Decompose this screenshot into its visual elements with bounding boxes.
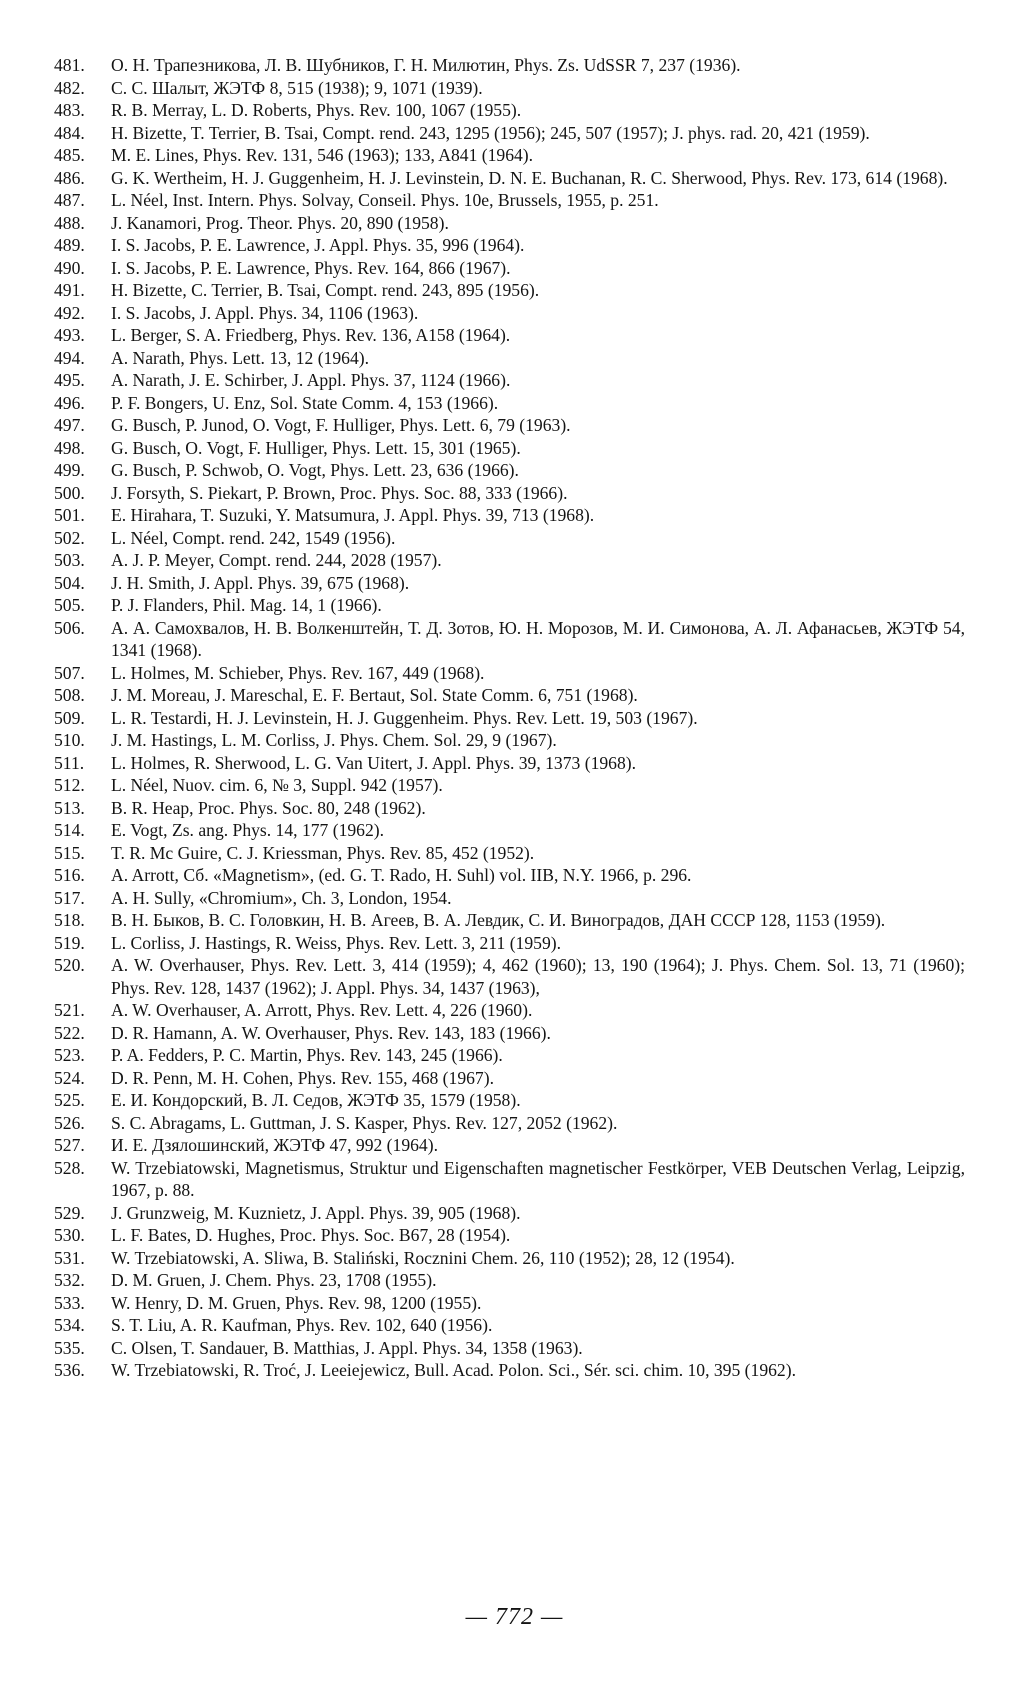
reference-item <box>54 729 965 752</box>
reference-item <box>54 954 965 999</box>
reference-number: 510. <box>54 730 85 750</box>
reference-text: S. C. Abragams, L. Guttman, J. S. Kasper, Phys. Rev. 127, 2052 (1962). <box>111 1112 618 1133</box>
reference-number: 526. <box>54 1112 85 1133</box>
reference-text: R. B. Merray, L. D. Roberts, Phys. Rev. 100, 1067 (1955). <box>111 100 522 120</box>
reference-item <box>54 144 965 167</box>
reference-number: 533. <box>54 1292 85 1313</box>
reference-number: 493. <box>54 325 85 345</box>
reference-item <box>54 279 965 302</box>
reference-item <box>54 707 965 730</box>
reference-number: 503. <box>54 550 85 570</box>
reference-number: 502. <box>54 527 85 548</box>
reference-item <box>54 234 965 257</box>
reference-item <box>54 1022 965 1045</box>
reference-number: 532. <box>54 1270 85 1290</box>
reference-item <box>54 1202 965 1225</box>
reference-item <box>54 1247 965 1270</box>
reference-text: A. Arrott, Сб. «Magnetism», (ed. G. T. Rado, H. Suhl) vol. IIB, N.Y. 1966, p. 296. <box>111 865 692 885</box>
reference-item <box>54 662 965 685</box>
reference-number: 515. <box>54 842 85 863</box>
reference-item <box>54 932 965 955</box>
reference-text: P. A. Fedders, P. C. Martin, Phys. Rev. 143, 245 (1966). <box>111 1045 503 1065</box>
reference-number: 507. <box>54 662 85 683</box>
reference-number: 511. <box>54 752 85 773</box>
reference-text: E. Vogt, Zs. ang. Phys. 14, 177 (1962). <box>111 820 385 840</box>
reference-item <box>54 909 965 932</box>
reference-number: 505. <box>54 595 85 615</box>
reference-number: 490. <box>54 257 85 278</box>
reference-number: 518. <box>54 910 85 930</box>
reference-text: W. Trzebiatowski, R. Troć, J. Leeiejewicz, Bull. Acad. Polon. Sci., Sér. sci. chim. 10, 395 (1962). <box>111 1360 796 1380</box>
reference-number: 494. <box>54 347 85 368</box>
reference-text: W. Henry, D. M. Gruen, Phys. Rev. 98, 1200 (1955). <box>111 1292 482 1313</box>
reference-item <box>54 752 965 775</box>
reference-item <box>54 122 965 145</box>
reference-item <box>54 189 965 212</box>
reference-item <box>54 797 965 820</box>
reference-number: 506. <box>54 617 85 638</box>
reference-item <box>54 504 965 527</box>
reference-text: W. Trzebiatowski, Magnetismus, Struktur und Eigenschaften magnetischer Festkörper, VEB Deutschen Verlag, Leipzig, 1967, p. 88. <box>111 1157 965 1200</box>
reference-number: 495. <box>54 370 85 390</box>
reference-item <box>54 1314 965 1337</box>
reference-text: A. W. Overhauser, Phys. Rev. Lett. 3, 414 (1959); 4, 462 (1960); 13, 190 (1964); J. Phys. Chem. Sol. 13, 71 (1960); Phys. Rev. 128, 1437 (1962); J. Appl. Phys. 34, 1437 (1963), <box>111 955 965 998</box>
reference-text: J. Forsyth, S. Piekart, P. Brown, Proc. Phys. Soc. 88, 333 (1966). <box>111 482 568 503</box>
reference-number: 496. <box>54 392 85 413</box>
reference-number: 514. <box>54 820 85 840</box>
reference-item <box>54 1224 965 1247</box>
reference-item <box>54 594 965 617</box>
reference-number: 517. <box>54 887 85 908</box>
reference-text: L. R. Testardi, H. J. Levinstein, H. J. Guggenheim. Phys. Rev. Lett. 19, 503 (1967). <box>111 707 698 728</box>
reference-item <box>54 54 965 77</box>
reference-item <box>54 1337 965 1360</box>
reference-item <box>54 1359 965 1382</box>
reference-text: L. F. Bates, D. Hughes, Proc. Phys. Soc. B67, 28 (1954). <box>111 1225 511 1245</box>
reference-text: J. Kanamori, Prog. Theor. Phys. 20, 890 (1958). <box>111 212 449 233</box>
reference-item <box>54 1134 965 1157</box>
reference-number: 484. <box>54 122 85 143</box>
reference-text: T. R. Mc Guire, C. J. Kriessman, Phys. Rev. 85, 452 (1952). <box>111 842 535 863</box>
reference-item <box>54 864 965 887</box>
reference-number: 530. <box>54 1225 85 1245</box>
reference-text: A. Narath, Phys. Lett. 13, 12 (1964). <box>111 347 370 368</box>
reference-text: О. Н. Трапезникова, Л. В. Шубников, Г. Н. Милютин, Phys. Zs. UdSSR 7, 237 (1936). <box>111 55 741 75</box>
reference-text: H. Bizette, T. Terrier, B. Tsai, Compt. rend. 243, 1295 (1956); 245, 507 (1957); J. phys. rad. 20, 421 (1959). <box>111 122 870 143</box>
reference-item <box>54 527 965 550</box>
reference-number: 513. <box>54 797 85 818</box>
reference-item <box>54 819 965 842</box>
reference-text: P. F. Bongers, U. Enz, Sol. State Comm. 4, 153 (1966). <box>111 392 499 413</box>
reference-number: 481. <box>54 55 85 75</box>
reference-text: G. Busch, P. Schwob, O. Vogt, Phys. Lett. 23, 636 (1966). <box>111 460 519 480</box>
reference-text: L. Néel, Compt. rend. 242, 1549 (1956). <box>111 527 396 548</box>
reference-item <box>54 302 965 325</box>
reference-text: J. M. Hastings, L. M. Corliss, J. Phys. Chem. Sol. 29, 9 (1967). <box>111 730 557 750</box>
reference-text: A. W. Overhauser, A. Arrott, Phys. Rev. Lett. 4, 226 (1960). <box>111 1000 533 1020</box>
reference-number: 508. <box>54 685 85 705</box>
reference-text: L. Néel, Nuov. cim. 6, № 3, Suppl. 942 (1957). <box>111 775 443 795</box>
reference-item <box>54 1157 965 1202</box>
reference-item <box>54 324 965 347</box>
page-number: — 772 — <box>465 1604 564 1630</box>
reference-number: 521. <box>54 1000 85 1020</box>
reference-text: А. А. Самохвалов, Н. В. Волкенштейн, Т. Д. Зотов, Ю. Н. Морозов, М. И. Симонова, А. Л. Афанасьев, ЖЭТФ 54, 1341 (1968). <box>111 617 965 660</box>
reference-text: A. H. Sully, «Chromium», Ch. 3, London, 1954. <box>111 887 452 908</box>
reference-number: 498. <box>54 437 85 458</box>
reference-item <box>54 572 965 595</box>
reference-number: 482. <box>54 77 85 98</box>
reference-text: I. S. Jacobs, P. E. Lawrence, Phys. Rev. 164, 866 (1967). <box>111 257 511 278</box>
reference-number: 516. <box>54 865 85 885</box>
reference-item <box>54 887 965 910</box>
reference-item <box>54 999 965 1022</box>
reference-item <box>54 1292 965 1315</box>
reference-text: I. S. Jacobs, J. Appl. Phys. 34, 1106 (1963). <box>111 302 419 323</box>
reference-number: 529. <box>54 1202 85 1223</box>
reference-number: 509. <box>54 707 85 728</box>
reference-text: G. Busch, P. Junod, O. Vogt, F. Hulliger, Phys. Lett. 6, 79 (1963). <box>111 415 571 435</box>
reference-text: M. E. Lines, Phys. Rev. 131, 546 (1963); 133, A841 (1964). <box>111 145 534 165</box>
reference-text: Е. И. Кондорский, В. Л. Седов, ЖЭТФ 35, 1579 (1958). <box>111 1090 521 1110</box>
reference-text: J. H. Smith, J. Appl. Phys. 39, 675 (1968). <box>111 572 410 593</box>
reference-item <box>54 77 965 100</box>
reference-number: 500. <box>54 482 85 503</box>
reference-number: 499. <box>54 460 85 480</box>
reference-text: D. R. Hamann, A. W. Overhauser, Phys. Rev. 143, 183 (1966). <box>111 1022 551 1043</box>
reference-text: L. Holmes, M. Schieber, Phys. Rev. 167, 449 (1968). <box>111 662 485 683</box>
reference-item <box>54 617 965 662</box>
reference-item <box>54 99 965 122</box>
reference-text: L. Corliss, J. Hastings, R. Weiss, Phys. Rev. Lett. 3, 211 (1959). <box>111 932 561 953</box>
reference-number: 486. <box>54 167 85 188</box>
reference-item <box>54 167 965 190</box>
reference-item <box>54 842 965 865</box>
reference-text: S. T. Liu, A. R. Kaufman, Phys. Rev. 102, 640 (1956). <box>111 1315 493 1335</box>
reference-text: P. J. Flanders, Phil. Mag. 14, 1 (1966). <box>111 595 382 615</box>
reference-text: В. Н. Быков, В. С. Головкин, Н. В. Агеев, В. А. Левдик, С. И. Виноградов, ДАН СССР 128, 1153 (1959). <box>111 910 886 930</box>
reference-text: E. Hirahara, T. Suzuki, Y. Matsumura, J. Appl. Phys. 39, 713 (1968). <box>111 505 595 525</box>
reference-item <box>54 257 965 280</box>
reference-item <box>54 1044 965 1067</box>
reference-list <box>54 54 965 1382</box>
reference-item <box>54 459 965 482</box>
reference-item <box>54 774 965 797</box>
reference-number: 520. <box>54 955 85 975</box>
reference-text: A. Narath, J. E. Schirber, J. Appl. Phys. 37, 1124 (1966). <box>111 370 511 390</box>
reference-text: L. Berger, S. A. Friedberg, Phys. Rev. 136, A158 (1964). <box>111 325 511 345</box>
reference-item <box>54 1067 965 1090</box>
reference-text: J. M. Moreau, J. Mareschal, E. F. Bertaut, Sol. State Comm. 6, 751 (1968). <box>111 685 638 705</box>
reference-text: G. K. Wertheim, H. J. Guggenheim, H. J. Levinstein, D. N. E. Buchanan, R. C. Sherwood, Phys. Rev. 173, 614 (1968). <box>111 167 948 188</box>
reference-item <box>54 1089 965 1112</box>
reference-text: L. Holmes, R. Sherwood, L. G. Van Uitert, J. Appl. Phys. 39, 1373 (1968). <box>111 752 637 773</box>
reference-text: B. R. Heap, Proc. Phys. Soc. 80, 248 (1962). <box>111 797 426 818</box>
reference-number: 522. <box>54 1022 85 1043</box>
reference-number: 531. <box>54 1247 85 1268</box>
reference-item <box>54 347 965 370</box>
reference-number: 512. <box>54 775 85 795</box>
reference-number: 527. <box>54 1135 85 1155</box>
reference-number: 492. <box>54 302 85 323</box>
reference-item <box>54 212 965 235</box>
reference-number: 519. <box>54 932 85 953</box>
reference-number: 504. <box>54 572 85 593</box>
reference-number: 525. <box>54 1090 85 1110</box>
reference-text: G. Busch, O. Vogt, F. Hulliger, Phys. Lett. 15, 301 (1965). <box>111 437 521 458</box>
reference-text: D. R. Penn, M. H. Cohen, Phys. Rev. 155, 468 (1967). <box>111 1067 494 1088</box>
reference-number: 524. <box>54 1067 85 1088</box>
reference-text: И. Е. Дзялошинский, ЖЭТФ 47, 992 (1964). <box>111 1135 438 1155</box>
reference-number: 488. <box>54 212 85 233</box>
reference-number: 489. <box>54 235 85 255</box>
reference-text: I. S. Jacobs, P. E. Lawrence, J. Appl. Phys. 35, 996 (1964). <box>111 235 525 255</box>
reference-number: 536. <box>54 1360 85 1380</box>
reference-item <box>54 1269 965 1292</box>
reference-text: С. С. Шалыт, ЖЭТФ 8, 515 (1938); 9, 1071 (1939). <box>111 77 483 98</box>
reference-item <box>54 369 965 392</box>
reference-number: 491. <box>54 280 85 300</box>
reference-number: 485. <box>54 145 85 165</box>
reference-number: 487. <box>54 190 85 210</box>
reference-text: A. J. P. Meyer, Compt. rend. 244, 2028 (1957). <box>111 550 442 570</box>
reference-number: 523. <box>54 1045 85 1065</box>
reference-number: 497. <box>54 415 85 435</box>
reference-number: 483. <box>54 100 85 120</box>
reference-item <box>54 437 965 460</box>
reference-number: 535. <box>54 1337 85 1358</box>
reference-item <box>54 684 965 707</box>
reference-text: L. Néel, Inst. Intern. Phys. Solvay, Conseil. Phys. 10e, Brussels, 1955, p. 251. <box>111 190 659 210</box>
reference-item <box>54 414 965 437</box>
reference-text: J. Grunzweig, M. Kuznietz, J. Appl. Phys. 39, 905 (1968). <box>111 1202 521 1223</box>
reference-text: W. Trzebiatowski, A. Sliwa, B. Staliński, Rocznini Chem. 26, 110 (1952); 28, 12 (1954). <box>111 1247 735 1268</box>
reference-item <box>54 392 965 415</box>
reference-text: H. Bizette, C. Terrier, B. Tsai, Compt. rend. 243, 895 (1956). <box>111 280 540 300</box>
reference-number: 501. <box>54 505 85 525</box>
reference-item <box>54 1112 965 1135</box>
reference-text: C. Olsen, T. Sandauer, B. Matthias, J. Appl. Phys. 34, 1358 (1963). <box>111 1337 583 1358</box>
reference-number: 528. <box>54 1157 85 1178</box>
reference-text: D. M. Gruen, J. Chem. Phys. 23, 1708 (1955). <box>111 1270 437 1290</box>
reference-number: 534. <box>54 1315 85 1335</box>
reference-item <box>54 482 965 505</box>
reference-item <box>54 549 965 572</box>
